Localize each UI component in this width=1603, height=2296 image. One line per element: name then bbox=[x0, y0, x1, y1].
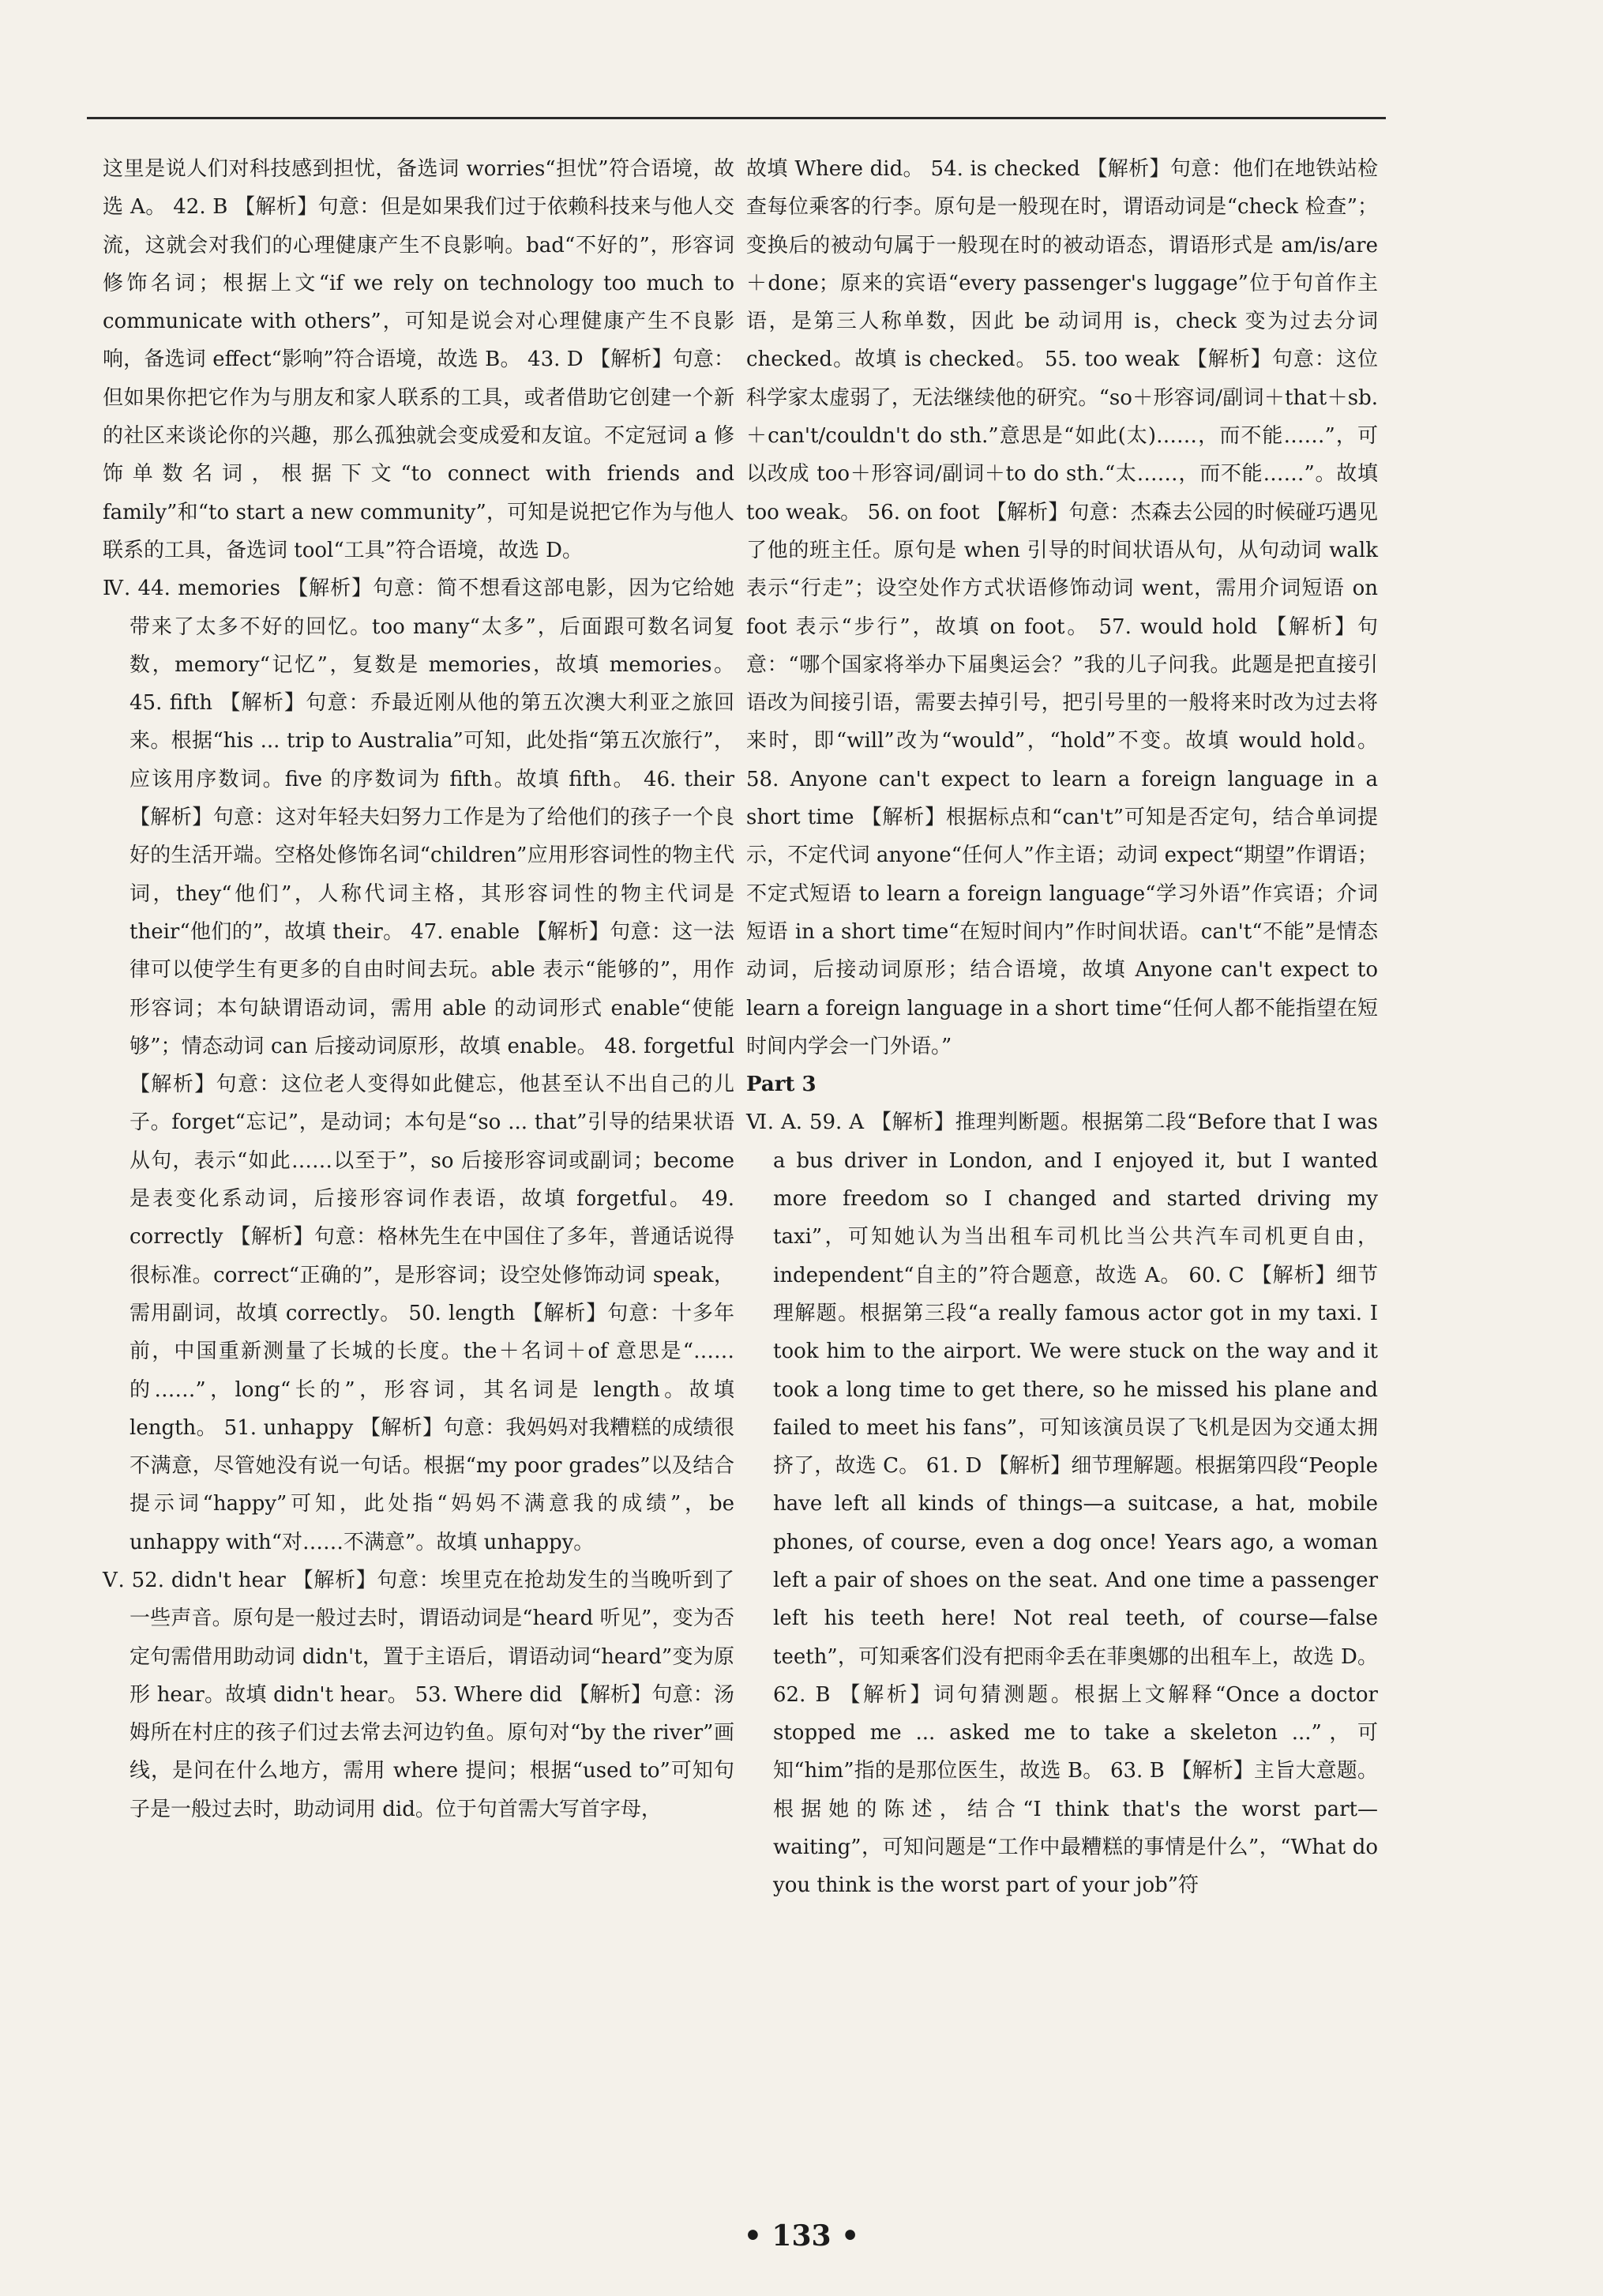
header-rule bbox=[87, 117, 1386, 119]
section-vi: Ⅵ. A. 59. A 【解析】推理判断题。根据第二段“Before that I was a bus driver in London, and I enjoyed it, but I wanted more freedom so I changed and started driving my taxi”，可知她认为当出租车司机比当公共汽车司机更自由，independent“自主的”符合题意，故选 A。 60. C 【解析】细节理解题。根据第三段“a really famous actor got in my taxi. I took him to the airport. We were stuck on the way and it took a long time to get there, so he missed his plane and failed to meet his fans”，可知该演员误了飞机是因为交通太拥挤了，故选 C。 61. D 【解析】细节理解题。根据第四段“People have left all kinds of things—a suitcase, a hat, mobile phones, of course, even a dog once! Years ago, a woman left a pair of shoes on the seat. And one time a passenger left his teeth here! Not real teeth, of course—false teeth”，可知乘客们没有把雨伞丢在菲奥娜的出租车上，故选 D。 62. B 【解析】词句猜测题。根据上文解释“Once a doctor stopped me ... asked me to take a skeleton ...”，可知“him”指的是那位医生，故选 B。 63. B 【解析】主旨大意题。根据她的陈述，结合“I think that's the worst part—waiting”，可知问题是“工作中最糟糕的事情是什么”，“What do you think is the worst part of your job”符 bbox=[746, 1110, 1378, 1898]
answer-paragraph: 这里是说人们对科技感到担忧，备选词 worries“担忧”符合语境，故选 A。 42. B 【解析】句意：但是如果我们过于依赖科技来与他人交流，这就会对我们的心理健康产生不良影响。bad“不好的”，形容词修饰名词；根据上文“if we rely on technology too much to communicate with others”，可知是说会对心理健康产生不良影响，备选词 effect“影响”符合语境，故选 B。 43. D 【解析】句意：但如果你把它作为与朋友和家人联系的工具，或者借助它创建一个新的社区来谈论你的兴趣，那么孤独就会变成爱和友谊。不定冠词 a 修饰单数名词，根据下文“to connect with friends and family”和“to start a new community”，可知是说把它作为与他人联系的工具，备选词 tool“工具”符合语境，故选 D。 bbox=[103, 157, 734, 562]
section-iv: Ⅳ. 44. memories 【解析】句意：简不想看这部电影，因为它给她带来了太多不好的回忆。too many“太多”，后面跟可数名词复数，memory“记忆”，复数是 memories，故填 memories。 45. fifth 【解析】句意：乔最近刚从他的第五次澳大利亚之旅回来。根据“his ... trip to Australia”可知，此处指“第五次旅行”，应该用序数词。five 的序数词为 fifth。故填 fifth。 46. their 【解析】句意：这对年轻夫妇努力工作是为了给他们的孩子一个良好的生活开端。空格处修饰名词“children”应用形容词性的物主代词，they“他们”，人称代词主格，其形容词性的物主代词是 their“他们的”，故填 their。 47. enable 【解析】句意：这一法律可以使学生有更多的自由时间去玩。able 表示“能够的”，用作形容词；本句缺谓语动词，需用 able 的动词形式 enable“使能够”；情态动词 can 后接动词原形，故填 enable。 48. forgetful 【解析】句意：这位老人变得如此健忘，他甚至认不出自己的儿子。forget“忘记”，是动词；本句是“so ... that”引导的结果状语从句，表示“如此……以至于”，so 后接形容词或副词；become 是表变化系动词，后接形容词作表语，故填 forgetful。 49. correctly 【解析】句意：格林先生在中国住了多年，普通话说得很标准。correct“正确的”，是形容词；设空处修饰动词 speak，需用副词，故填 correctly。 50. length 【解析】句意：十多年前，中国重新测量了长城的长度。the＋名词＋of 意思是“……的……”，long“长的”，形容词，其名词是 length。故填 length。 51. unhappy 【解析】句意：我妈妈对我糟糕的成绩很不满意，尽管她没有说一句话。根据“my poor grades”以及结合提示词“happy”可知，此处指“妈妈不满意我的成绩”，be unhappy with“对……不满意”。故填 unhappy。 bbox=[103, 577, 734, 1554]
right-column bbox=[746, 150, 1378, 1905]
section-v: Ⅴ. 52. didn't hear 【解析】句意：埃里克在抢劫发生的当晚听到了一些声音。原句是一般过去时，谓语动词是“heard 听见”，变为否定句需借用助动词 didn't，置于主语后，谓语动词“heard”变为原形 hear。故填 didn't hear。 53. Where did 【解析】句意：汤姆所在村庄的孩子们过去常去河边钓鱼。原句对“by the river”画线，是问在什么地方，需用 where 提问；根据“used to”可知句子是一般过去时，助动词用 did。位于句首需大写首字母， bbox=[103, 1568, 734, 1821]
answer-paragraph: 故填 Where did。 54. is checked 【解析】句意：他们在地铁站检查每位乘客的行李。原句是一般现在时，谓语动词是“check 检查”；变换后的被动句属于一般现在时的被动语态，谓语形式是 am/is/are＋done；原来的宾语“every passenger's luggage”位于句首作主语，是第三人称单数，因此 be 动词用 is，check 变为过去分词 checked。故填 is checked。 55. too weak 【解析】句意：这位科学家太虚弱了，无法继续他的研究。“so＋形容词/副词＋that＋sb.＋can't/couldn't do sth.”意思是“如此(太)……，而不能……”，可以改成 too＋形容词/副词＋to do sth.“太……，而不能……”。故填 too weak。 56. on foot 【解析】句意：杰森去公园的时候碰巧遇见了他的班主任。原句是 when 引导的时间状语从句，从句动词 walk 表示“行走”；设空处作方式状语修饰动词 went，需用介词短语 on foot 表示“步行”，故填 on foot。 57. would hold 【解析】句意：“哪个国家将举办下届奥运会？”我的儿子问我。此题是把直接引语改为间接引语，需要去掉引号，把引号里的一般将来时改为过去将来时，即“will”改为“would”，“hold”不变。故填 would hold。 58. Anyone can't expect to learn a foreign language in a short time 【解析】根据标点和“can't”可知是否定句，结合单词提示，不定代词 anyone“任何人”作主语；动词 expect“期望”作谓语；不定式短语 to learn a foreign language“学习外语”作宾语；介词短语 in a short time“在短时间内”作时间状语。can't“不能”是情态动词，后接动词原形；结合语境，故填 Anyone can't expect to learn a foreign language in a short time“任何人都不能指望在短时间内学会一门外语。” bbox=[746, 157, 1378, 1058]
left-column bbox=[103, 150, 734, 1828]
page-number: • 133 • bbox=[743, 2219, 860, 2253]
part-heading: Part 3 bbox=[746, 1073, 817, 1097]
